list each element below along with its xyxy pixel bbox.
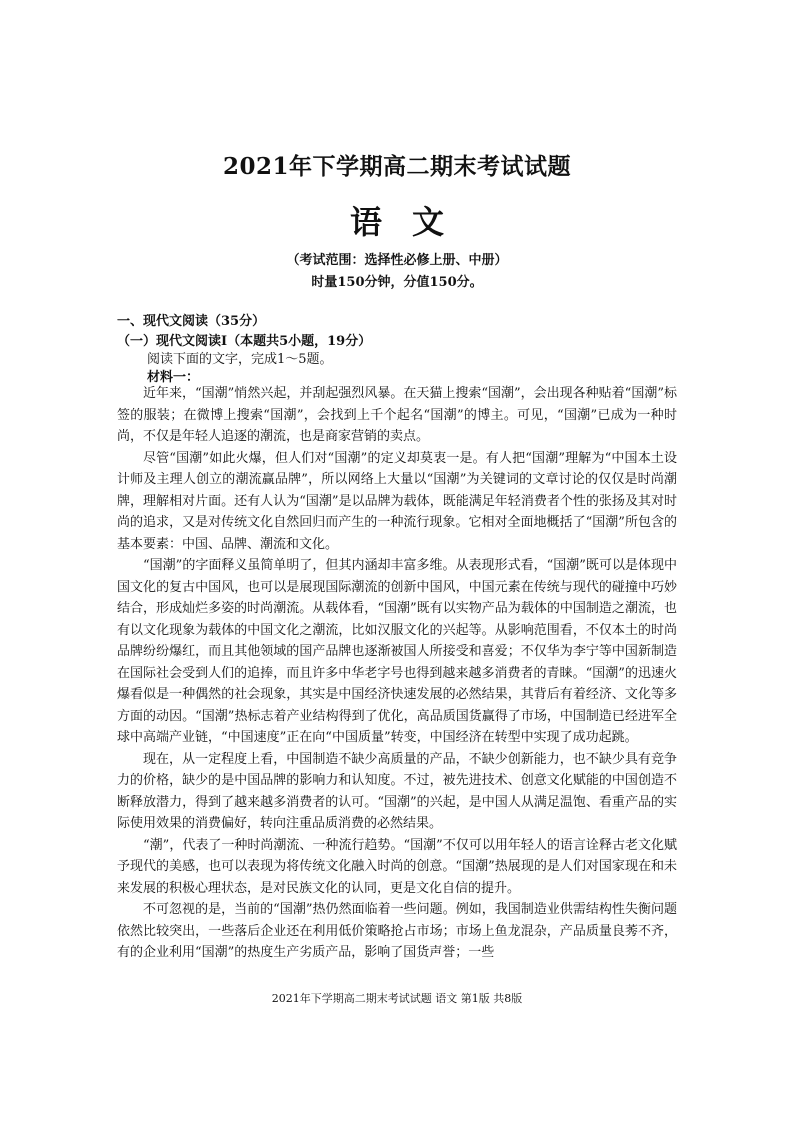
page-footer: 2021年下学期高二期末考试试题 语文 第1版 共8版 bbox=[271, 992, 523, 1005]
passage-paragraph: “潮”，代表了一种时尚潮流、一种流行趋势。“国潮”不仅可以用年轻人的语言诠释古老文化赋予现代的美感，也可以表现为将传统文化融入时尚的创意。“国潮”热展现的是人们对国家现在和未来发展的积极心理状态，是对民族文化的认同，更是文化自信的提升。 bbox=[117, 837, 677, 896]
exam-scope: （考试范围：选择性必修上册、中册） bbox=[286, 253, 508, 268]
exam-timing: 时量150分钟，分值150分。 bbox=[311, 275, 483, 290]
subject-title: 语文 bbox=[349, 203, 474, 241]
section-heading: 一、现代文阅读（35分） bbox=[117, 314, 266, 329]
passage-paragraph: 不可忽视的是，当前的“国潮”热仍然面临着一些问题。例如，我国制造业供需结构性失衡问题依然比较突出，一些落后企业还在利用低价策略抢占市场；市场上鱼龙混杂，产品质量良莠不齐，有的企业利用“国潮”的热度生产劣质产品，影响了国货声誉；一些 bbox=[117, 902, 677, 960]
passage-paragraph: 近年来，“国潮”悄然兴起，并刮起强烈风暴。在天猫上搜索“国潮”，会出现各种贴着“国潮”标签的服装；在微博上搜索“国潮”，会找到上千个起名“国潮”的博主。可见，“国潮”已成为一种时尚，不仅是年轻人追逐的潮流，也是商家营销的卖点。 bbox=[117, 386, 677, 444]
passage-paragraph: “国潮”的字面释义虽简单明了，但其内涵却丰富多维。从表现形式看，“国潮”既可以是体现中国文化的复古中国风，也可以是展现国际潮流的创新中国风，中国元素在传统与现代的碰撞中巧妙结合，形成灿烂多姿的时尚潮流。从载体看，“国潮”既有以实物产品为载体的中国制造之潮流，也有以文化现象为载体的中国文化之潮流，比如汉服文化的兴起等。从影响范围看，不仅本土的时尚品牌纷纷爆红，而且其他领域的国产品牌也逐渐被国人所接受和喜爱；不仅华为李宁等中国新制造在国际社会受到人们的追捧，而且许多中华老字号也得到越来越多消费者的青睐。“国潮”的迅速火爆看似是一种偶然的社会现象，其实是中国经济快速发展的必然结果，其背后有着经济、文化等多方面的动因。“国潮”热标志着产业结构得到了优化，高品质国货赢得了市场，中国制造已经进军全球中高端产业链，“中国速度”正在向“中国质量”转变，中国经济在转型中实现了成功起跳。 bbox=[117, 558, 677, 745]
material-label: 材料一： bbox=[147, 370, 200, 385]
subsection-heading: （一）现代文阅读Ⅰ（本题共5小题，19分） bbox=[117, 334, 372, 349]
passage-paragraph: 尽管“国潮”如此火爆，但人们对“国潮”的定义却莫衷一是。有人把“国潮”理解为“中国本土设计师及主理人创立的潮流赢品牌”，所以网络上大量以“国潮”为关键词的文章讨论的仅仅是时尚潮牌，理解相对片面。还有人认为“国潮”是以品牌为载体，既能满足年轻消费者个性的张扬及其对时尚的追求，又是对传统文化自然回归而产生的一种流行现象。它相对全面地概括了“国潮”所包含的基本要素：中国、品牌、潮流和文化。 bbox=[117, 450, 677, 552]
reading-instruction: 阅读下面的文字，完成1～5题。 bbox=[147, 352, 333, 367]
passage-paragraph: 现在，从一定程度上看，中国制造不缺少高质量的产品，不缺少创新能力，也不缺少具有竞争力的价格，缺少的是中国品牌的影响力和认知度。不过，被先进技术、创意文化赋能的中国创造不断释放潜力，得到了越来越多消费者的认可。“国潮”的兴起，是中国人从满足温饱、看重产品的实际使用效果的消费偏好，转向注重品质消费的必然结果。 bbox=[117, 751, 677, 831]
exam-title: 2021年下学期高二期末考试试题 bbox=[222, 153, 571, 180]
reading-passage bbox=[117, 383, 677, 964]
